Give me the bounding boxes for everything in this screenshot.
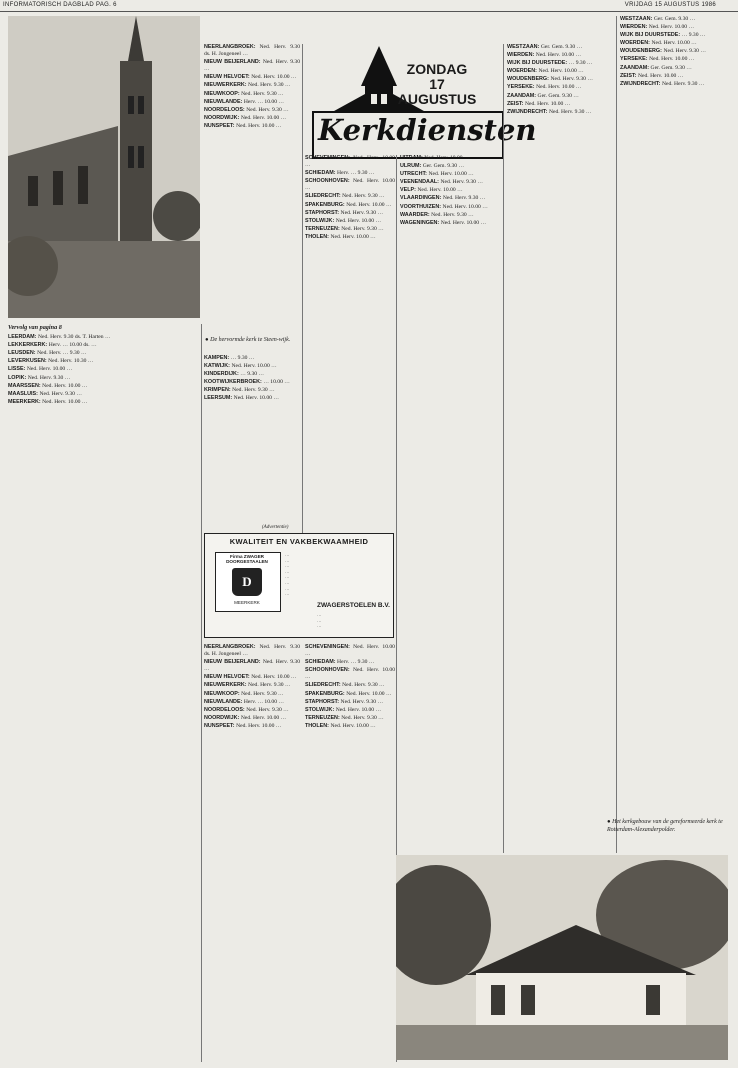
col1-list xyxy=(204,44,300,130)
service-listing xyxy=(204,723,300,730)
service-listing xyxy=(620,48,730,55)
place-name: NIEUW BEIJERLAND: xyxy=(204,59,263,66)
col0-list xyxy=(8,334,198,406)
service-times: Ned. Herv. 9.30 … xyxy=(548,108,592,115)
place-name: NIEUWKOOP: xyxy=(204,690,242,697)
col2a-list xyxy=(305,155,395,241)
service-times: Herv. … 10.00 ds. … xyxy=(48,342,97,349)
service-listing xyxy=(305,715,395,722)
service-times: Ned. Herv. 9.30 … xyxy=(39,390,82,397)
service-listing xyxy=(507,101,613,108)
service-times: Ned. Herv. 10.00 … xyxy=(649,56,695,63)
service-times: Ned. Herv. 10.00 … xyxy=(231,363,277,370)
photo-caption-left: ● De hervormde kerk te Steen-wijk. xyxy=(205,337,291,343)
service-times: … 10.00 … xyxy=(263,379,290,386)
service-times: Ned. Herv. 9.30 … xyxy=(241,90,284,97)
page-header xyxy=(0,0,738,12)
service-times: Ned. Herv. 10.00 … xyxy=(251,674,297,681)
place-name: LEKKERKERK: xyxy=(8,342,49,349)
place-name: MEERKERK: xyxy=(8,398,43,405)
place-name: NUNSPEET: xyxy=(204,122,237,129)
service-listing xyxy=(204,691,300,698)
service-listing xyxy=(620,81,730,88)
col4-list xyxy=(507,44,613,116)
feature-title: Kerkdiensten xyxy=(318,113,537,147)
service-times: Ned. Herv. 9.30 … xyxy=(241,690,284,697)
service-times: Ned. Herv. 9.30 … xyxy=(248,682,291,689)
service-times: Ned. Herv. 10.00 … xyxy=(240,114,287,121)
service-times: Ned. Herv. 9.30 … xyxy=(341,225,384,232)
service-times: Ned. Herv. 9.30 … xyxy=(341,714,384,721)
service-times: … 9.30 … xyxy=(240,371,265,378)
place-name: NIEUW HELVOET: xyxy=(204,674,252,681)
place-name: KAMPEN: xyxy=(204,355,231,361)
place-name: SCHIEDAM: xyxy=(305,170,338,177)
place-name: NIEUWERKERK: xyxy=(204,82,249,89)
service-times: Ned. Herv. 10.00 … xyxy=(538,68,584,75)
service-listing xyxy=(204,82,300,89)
service-times: Ned. Herv. 10.00 … xyxy=(440,219,487,226)
service-listing xyxy=(620,32,730,39)
service-times: Ned. Herv. 9.30 ds. T. Harten … xyxy=(37,334,111,341)
service-times: Ger. Gem. 9.30 … xyxy=(537,92,579,99)
column-5 xyxy=(620,16,730,814)
service-listing xyxy=(204,115,300,122)
service-listing xyxy=(204,44,300,58)
ad-service-item: … xyxy=(285,579,290,585)
service-listing xyxy=(204,699,300,706)
service-times: … 9.30 … xyxy=(230,355,255,361)
place-name: UTRECHT: xyxy=(400,171,429,178)
place-name: VLAARDINGEN: xyxy=(400,195,443,202)
place-name: NIEUWLANDE: xyxy=(204,98,244,105)
service-times: Ned. Herv. 9.30 ds. H. Jongeneel … xyxy=(204,644,300,658)
place-name: WOERDEN: xyxy=(620,40,652,47)
church-photo-alexanderpolder xyxy=(396,855,728,1060)
service-listing xyxy=(507,68,613,75)
service-times: Ger. Gem. 9.30 … xyxy=(650,64,692,71)
column-2b xyxy=(305,644,395,1062)
place-name: SCHOONHOVEN: xyxy=(305,178,353,185)
service-listing xyxy=(400,163,500,170)
place-name: LEERSUM: xyxy=(204,395,234,402)
place-name: ZWIJNDRECHT: xyxy=(620,80,662,87)
service-times: Ned. Herv. 10.00 … xyxy=(442,203,488,210)
place-name: ZEIST: xyxy=(507,100,525,107)
feature-date-day: ZONDAG xyxy=(406,61,468,77)
service-listing xyxy=(620,40,730,47)
service-listing xyxy=(204,387,300,394)
service-times: Ned. Herv. 9.30 … xyxy=(663,48,706,55)
place-name: KRIMPEN: xyxy=(204,387,233,394)
service-listing xyxy=(305,210,395,217)
service-times: Ger. Gem. 9.30 … xyxy=(422,163,465,170)
place-name: TERNEUZEN: xyxy=(305,225,342,232)
service-times: Ned. Herv. 9.30 … xyxy=(431,211,474,218)
place-name: YERSEKE: xyxy=(507,84,537,91)
ad-service-item: … xyxy=(285,563,290,569)
place-name: LISSE: xyxy=(8,366,27,373)
service-listing xyxy=(8,358,198,365)
church-photo-steenwijk xyxy=(8,16,200,318)
service-times: Ned. Herv. 9.30 … xyxy=(204,659,300,673)
place-name: NIEUWERKERK: xyxy=(204,682,249,689)
col1c-list xyxy=(204,644,300,730)
ad-service-item: … xyxy=(285,585,290,591)
service-times: Ned. Herv. 9.30 … xyxy=(27,374,71,381)
column-rule xyxy=(503,44,504,853)
ad-title: KWALITEIT EN VAKBEKWAAMHEID xyxy=(229,537,369,546)
place-name: VELP: xyxy=(400,187,418,194)
service-times: Ned. Herv. 10.00 … xyxy=(305,644,395,658)
service-times: Ned. Herv. 10.00 … xyxy=(346,690,392,697)
service-listing xyxy=(620,24,730,31)
place-name: WAGENINGEN: xyxy=(400,219,441,226)
place-name: WOUDENBERG: xyxy=(507,76,551,83)
service-listing xyxy=(8,366,198,373)
service-times: Ned. Herv. 10.00 … xyxy=(240,714,287,721)
service-listing xyxy=(204,659,300,673)
service-times: Ned. Herv. 10.00 … xyxy=(536,84,582,91)
column-rule xyxy=(201,324,202,1062)
ad-tag: (Advertentie) xyxy=(262,525,289,530)
column-1b xyxy=(204,355,300,525)
service-listing xyxy=(8,391,198,398)
service-times: Ned. Herv. 9.30 … xyxy=(440,179,483,186)
service-listing xyxy=(8,342,198,349)
service-listing xyxy=(204,715,300,722)
service-times: Ned. Herv. 10.00 … xyxy=(42,382,88,389)
service-times: Ned. Herv. 9.30 … xyxy=(550,76,593,83)
ad-address xyxy=(317,612,389,629)
place-name: WAARDER: xyxy=(400,211,432,218)
service-listing xyxy=(620,16,730,23)
service-times: … 9.30 … xyxy=(681,32,706,39)
service-listing xyxy=(8,399,198,406)
place-name: NIEUWKOOP: xyxy=(204,90,242,97)
place-name: NOORDWIJK: xyxy=(204,114,241,121)
service-listing xyxy=(305,682,395,689)
place-name: NEERLANGBROEK: xyxy=(204,644,260,650)
service-times: Ned. Herv. 10.00 … xyxy=(26,366,73,373)
service-times: Ned. Herv. 10.00 … xyxy=(417,187,463,194)
ad-service-item: … xyxy=(285,557,290,563)
service-times: Ned. Herv. 9.30 … xyxy=(232,387,275,394)
service-times: Ned. Herv. 10.00 … xyxy=(428,171,474,178)
advertisement xyxy=(204,533,394,638)
service-times: Ned. Herv. 10.00 … xyxy=(335,706,382,713)
column-2a xyxy=(305,155,395,525)
service-listing xyxy=(204,363,300,370)
place-name: NUNSPEET: xyxy=(204,722,237,729)
place-name: WIERDEN: xyxy=(507,52,536,59)
place-name: SPAKENBURG: xyxy=(305,201,347,208)
service-listing xyxy=(305,707,395,714)
place-name: SCHEVENINGEN: xyxy=(305,155,354,161)
service-times: Ned. Herv. 10.00 … xyxy=(424,155,470,161)
service-times: Ned. Herv. 10.00 … xyxy=(236,722,282,729)
service-times: Ned. Herv. 9.30 ds. H. Jongeneel … xyxy=(204,44,300,58)
service-times: Ned. Herv. 10.00 … xyxy=(335,217,382,224)
feature-date-date: 17 AUGUSTUS xyxy=(397,76,477,107)
service-listing xyxy=(400,204,500,211)
service-listing xyxy=(204,371,300,378)
service-listing xyxy=(507,93,613,100)
service-times: Ned. Herv. 9.30 … xyxy=(246,106,289,113)
place-name: THOLEN: xyxy=(305,722,331,729)
service-listing xyxy=(305,202,395,209)
col2b-list xyxy=(305,644,395,730)
service-times: Ned. Herv. 9.30 … xyxy=(246,706,289,713)
service-times: Ned. Herv. 10.00 … xyxy=(651,40,697,47)
service-listing xyxy=(305,234,395,241)
service-listing xyxy=(204,355,300,362)
service-listing xyxy=(204,123,300,130)
service-times: Ned. Herv. … 9.30 … xyxy=(37,350,87,357)
ad-place: MEERKERK xyxy=(234,600,260,605)
place-name: NIEUW BEIJERLAND: xyxy=(204,659,263,666)
service-listing xyxy=(305,178,395,192)
service-listing xyxy=(8,350,198,357)
service-listing xyxy=(204,74,300,81)
service-listing xyxy=(400,155,500,162)
place-name: SCHEVENINGEN: xyxy=(305,644,354,650)
place-name: SLIEDRECHT: xyxy=(305,682,343,689)
service-listing xyxy=(8,375,198,382)
place-name: VOORTHUIZEN: xyxy=(400,203,443,210)
place-name: WESTZAAN: xyxy=(507,44,541,50)
service-listing xyxy=(204,379,300,386)
column-4 xyxy=(507,44,613,850)
place-name: NIEUW HELVOET: xyxy=(204,74,252,81)
service-times: Ned. Herv. 9.30 … xyxy=(340,209,384,216)
service-times: Ned. Herv. 10.00 … xyxy=(251,74,297,81)
service-listing xyxy=(400,195,500,202)
service-times: Ned. Herv. 9.30 … xyxy=(342,682,385,689)
place-name: YERSEKE: xyxy=(620,56,650,63)
service-times: … 9.30 … xyxy=(568,60,593,67)
place-name: WOERDEN: xyxy=(507,68,539,75)
place-name: KATWIJK: xyxy=(204,363,232,370)
place-name: WESTZAAN: xyxy=(620,16,654,22)
column-3 xyxy=(400,155,500,845)
service-times: Ned. Herv. 9.30 … xyxy=(248,82,291,89)
service-listing xyxy=(400,220,500,227)
service-listing xyxy=(507,84,613,91)
place-name: NIEUWLANDE: xyxy=(204,698,244,705)
service-listing xyxy=(305,644,395,658)
service-listing xyxy=(204,644,300,658)
service-listing xyxy=(305,723,395,730)
service-listing xyxy=(204,91,300,98)
ad-service-item: … xyxy=(285,591,290,597)
service-listing xyxy=(305,699,395,706)
service-listing xyxy=(8,383,198,390)
service-times: Ned. Herv. 10.00 … xyxy=(346,201,392,208)
service-times: Ned. Herv. 9.30 … xyxy=(442,195,486,202)
place-name: STOLWIJK: xyxy=(305,217,336,224)
place-name: MAARSSEN: xyxy=(8,382,43,389)
place-name: THOLEN: xyxy=(305,233,331,240)
ad-service-item: … xyxy=(285,568,290,574)
place-name: SCHOONHOVEN: xyxy=(305,667,353,674)
service-times: Ned. Herv. 10.00 … xyxy=(648,24,695,31)
service-listing xyxy=(507,52,613,59)
service-times: Ger. Gem. 9.30 … xyxy=(653,16,696,22)
service-listing xyxy=(507,109,613,116)
service-times: Ned. Herv. 10.00 … xyxy=(305,178,395,192)
feature-date xyxy=(392,62,482,107)
place-name: LEUSDEN: xyxy=(8,350,38,357)
service-listing xyxy=(204,395,300,402)
service-times: Ned. Herv. 10.00 … xyxy=(42,398,88,405)
photo-caption-right: ● Het kerkgebouw van de gereformeerde kerk te Rotterdam-Alexanderpolder. xyxy=(607,819,723,833)
service-listing xyxy=(305,170,395,177)
service-listing xyxy=(305,226,395,233)
service-times: Ned. Herv. 9.30 … xyxy=(661,80,705,87)
service-listing xyxy=(204,107,300,114)
ad-address-line: … xyxy=(317,623,322,629)
place-name: KINDERDIJK: xyxy=(204,371,241,378)
service-listing xyxy=(507,44,613,51)
service-times: Ned. Herv. 9.30 … xyxy=(340,698,384,705)
service-listing xyxy=(305,218,395,225)
ad-company-name: ZWAGERSTOELEN B.V. xyxy=(317,602,390,609)
ad-jar-illustration: D xyxy=(232,568,262,596)
service-listing xyxy=(305,193,395,200)
service-times: Ned. Herv. 10.00 … xyxy=(305,667,395,681)
place-name: TERNEUZEN: xyxy=(305,714,342,721)
place-name: KOOTWIJKERBROEK: xyxy=(204,379,264,386)
place-name: ZEIST: xyxy=(620,72,638,79)
place-name: ZWIJNDRECHT: xyxy=(507,108,549,115)
service-times: Ned. Herv. 9.30 … xyxy=(204,59,300,73)
column-1 xyxy=(204,44,300,334)
place-name: WIERDEN: xyxy=(620,24,649,31)
service-listing xyxy=(204,707,300,714)
service-listing xyxy=(305,659,395,666)
service-times: Ned. Herv. 10.00 … xyxy=(236,122,282,129)
service-times: Ned. Herv. 10.00 … xyxy=(330,233,376,240)
service-times: Ned. Herv. 10.00 … xyxy=(233,395,279,402)
col5-list xyxy=(620,16,730,88)
ad-service-item: … xyxy=(285,552,290,557)
service-times: Herv. … 9.30 … xyxy=(337,170,375,177)
place-name: SCHIEDAM: xyxy=(305,659,338,666)
ad-service-item: … xyxy=(285,574,290,580)
place-name: LEERDAM: xyxy=(8,334,38,341)
service-listing xyxy=(204,59,300,73)
service-listing xyxy=(305,691,395,698)
continued-note: Vervolg van pagina 8 xyxy=(8,324,62,331)
service-listing xyxy=(620,56,730,63)
service-listing xyxy=(305,155,395,169)
service-listing xyxy=(620,65,730,72)
service-times: Herv. … 9.30 … xyxy=(337,659,375,666)
place-name: SPAKENBURG: xyxy=(305,690,347,697)
service-listing xyxy=(204,99,300,106)
service-times: Ned. Herv. 9.30 … xyxy=(342,193,385,200)
place-name: ZAANDAM: xyxy=(507,92,538,99)
column-rule xyxy=(616,16,617,853)
place-name: NEERLANGBROEK: xyxy=(204,44,260,50)
service-listing xyxy=(400,187,500,194)
place-name: WOUDENBERG: xyxy=(620,48,664,55)
place-name: ZAANDAM: xyxy=(620,64,651,71)
service-listing xyxy=(507,76,613,83)
service-listing xyxy=(8,334,198,341)
service-listing xyxy=(204,682,300,689)
col3-list xyxy=(400,155,500,227)
service-times: Ned. Herv. 10.30 … xyxy=(48,358,94,365)
header-right: VRIJDAG 15 AUGUSTUS 1986 xyxy=(624,2,716,8)
place-name: STAPHORST: xyxy=(305,209,341,216)
place-name: VEENENDAAL: xyxy=(400,179,441,186)
place-name: STAPHORST: xyxy=(305,698,341,705)
service-listing xyxy=(400,212,500,219)
service-listing xyxy=(507,60,613,67)
header-left: INFORMATORISCH DAGBLAD PAG. 6 xyxy=(3,2,117,8)
service-times: Herv. … 10.00 … xyxy=(243,698,285,705)
place-name: WIJK BIJ DUURSTEDE: xyxy=(620,32,682,39)
service-times: Ger. Gem. 9.30 … xyxy=(540,44,583,50)
col1b-list xyxy=(204,355,300,403)
place-name: WIJK BIJ DUURSTEDE: xyxy=(507,60,569,67)
service-times: Ned. Herv. 10.00 … xyxy=(637,72,684,79)
service-times: Herv. … 10.00 … xyxy=(243,98,285,105)
place-name: MAASLUIS: xyxy=(8,390,40,397)
ad-firm: Firma ZWAGER DOORGESTAALEN xyxy=(226,554,268,564)
service-listing xyxy=(620,73,730,80)
place-name: LEVERKUSEN: xyxy=(8,358,49,365)
service-listing xyxy=(400,179,500,186)
service-listing xyxy=(305,667,395,681)
place-name: SLIEDRECHT: xyxy=(305,193,343,200)
ad-address-line: … xyxy=(317,612,322,617)
service-times: Ned. Herv. 10.00 … xyxy=(305,155,395,169)
service-listing xyxy=(204,674,300,681)
service-times: Ned. Herv. 10.00 … xyxy=(524,100,571,107)
place-name: NOORDWIJK: xyxy=(204,714,241,721)
place-name: STOLWIJK: xyxy=(305,706,336,713)
ad-services-list xyxy=(285,552,389,597)
ad-address-line: … xyxy=(317,617,322,623)
place-name: ULRUM: xyxy=(400,163,423,170)
place-name: NOORDELOOS: xyxy=(204,706,247,713)
place-name: UITDAM: xyxy=(400,155,425,161)
service-listing xyxy=(400,171,500,178)
service-times: Ned. Herv. 10.00 … xyxy=(330,722,376,729)
column-0 xyxy=(8,324,198,1062)
place-name: NOORDELOOS: xyxy=(204,106,247,113)
place-name: LOPIK: xyxy=(8,374,28,381)
column-1c xyxy=(204,644,300,1062)
service-times: Ned. Herv. 10.00 … xyxy=(535,52,582,59)
